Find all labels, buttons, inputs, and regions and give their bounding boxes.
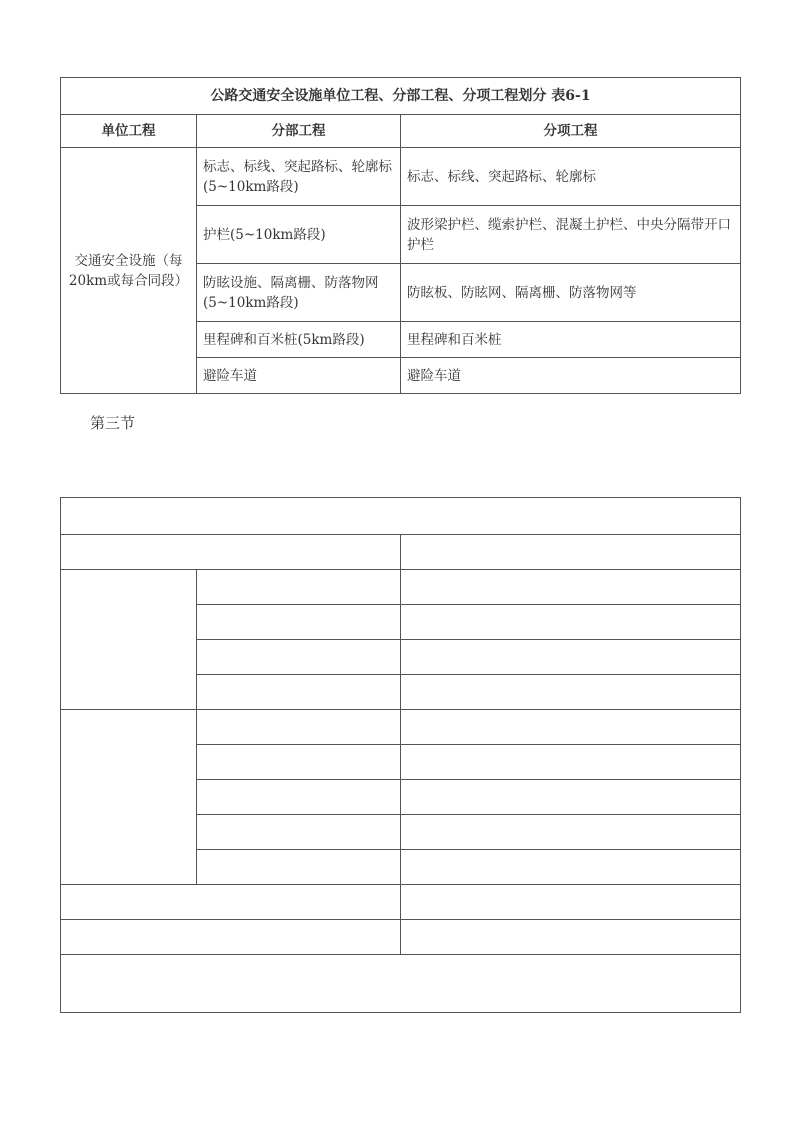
empty-cell: [197, 850, 401, 885]
empty-cell: [197, 745, 401, 780]
empty-header-cell: [61, 535, 401, 570]
empty-title-cell: [61, 498, 741, 535]
item-cell: 里程碑和百米桩: [401, 322, 741, 358]
empty-cell: [61, 920, 401, 955]
empty-cell: [401, 850, 741, 885]
empty-table: [60, 497, 741, 1013]
header-item-project: 分项工程: [401, 115, 741, 148]
empty-cell: [401, 745, 741, 780]
division-cell: 防眩设施、隔离栅、防落物网(5~10km路段): [197, 264, 401, 322]
division-table: [60, 77, 741, 394]
item-cell: 避险车道: [401, 358, 741, 394]
empty-cell: [197, 570, 401, 605]
empty-cell: [401, 815, 741, 850]
empty-cell: [401, 885, 741, 920]
unit-project-cell: 交通安全设施（每20km或每合同段）: [61, 148, 197, 394]
empty-cell: [401, 920, 741, 955]
empty-group-cell: [61, 710, 197, 885]
empty-cell: [401, 710, 741, 745]
division-cell: 避险车道: [197, 358, 401, 394]
division-cell: 里程碑和百米桩(5km路段): [197, 322, 401, 358]
header-unit-project: 单位工程: [61, 115, 197, 148]
table-title: 公路交通安全设施单位工程、分部工程、分项工程划分 表6-1: [61, 78, 741, 115]
empty-footer-cell: [61, 955, 741, 1013]
division-cell: 护栏(5~10km路段): [197, 206, 401, 264]
empty-cell: [197, 605, 401, 640]
item-cell: 标志、标线、突起路标、轮廓标: [401, 148, 741, 206]
empty-header-cell: [401, 535, 741, 570]
empty-cell: [401, 570, 741, 605]
empty-cell: [197, 780, 401, 815]
item-cell: 波形梁护栏、缆索护栏、混凝土护栏、中央分隔带开口护栏: [401, 206, 741, 264]
empty-cell: [401, 780, 741, 815]
empty-cell: [401, 605, 741, 640]
empty-cell: [197, 675, 401, 710]
empty-cell: [61, 885, 401, 920]
section-heading: 第三节: [90, 414, 136, 432]
header-division-project: 分部工程: [197, 115, 401, 148]
division-cell: 标志、标线、突起路标、轮廓标(5~10km路段): [197, 148, 401, 206]
empty-cell: [401, 640, 741, 675]
empty-cell: [197, 815, 401, 850]
empty-cell: [197, 640, 401, 675]
empty-cell: [401, 675, 741, 710]
item-cell: 防眩板、防眩网、隔离栅、防落物网等: [401, 264, 741, 322]
empty-group-cell: [61, 570, 197, 710]
empty-cell: [197, 710, 401, 745]
